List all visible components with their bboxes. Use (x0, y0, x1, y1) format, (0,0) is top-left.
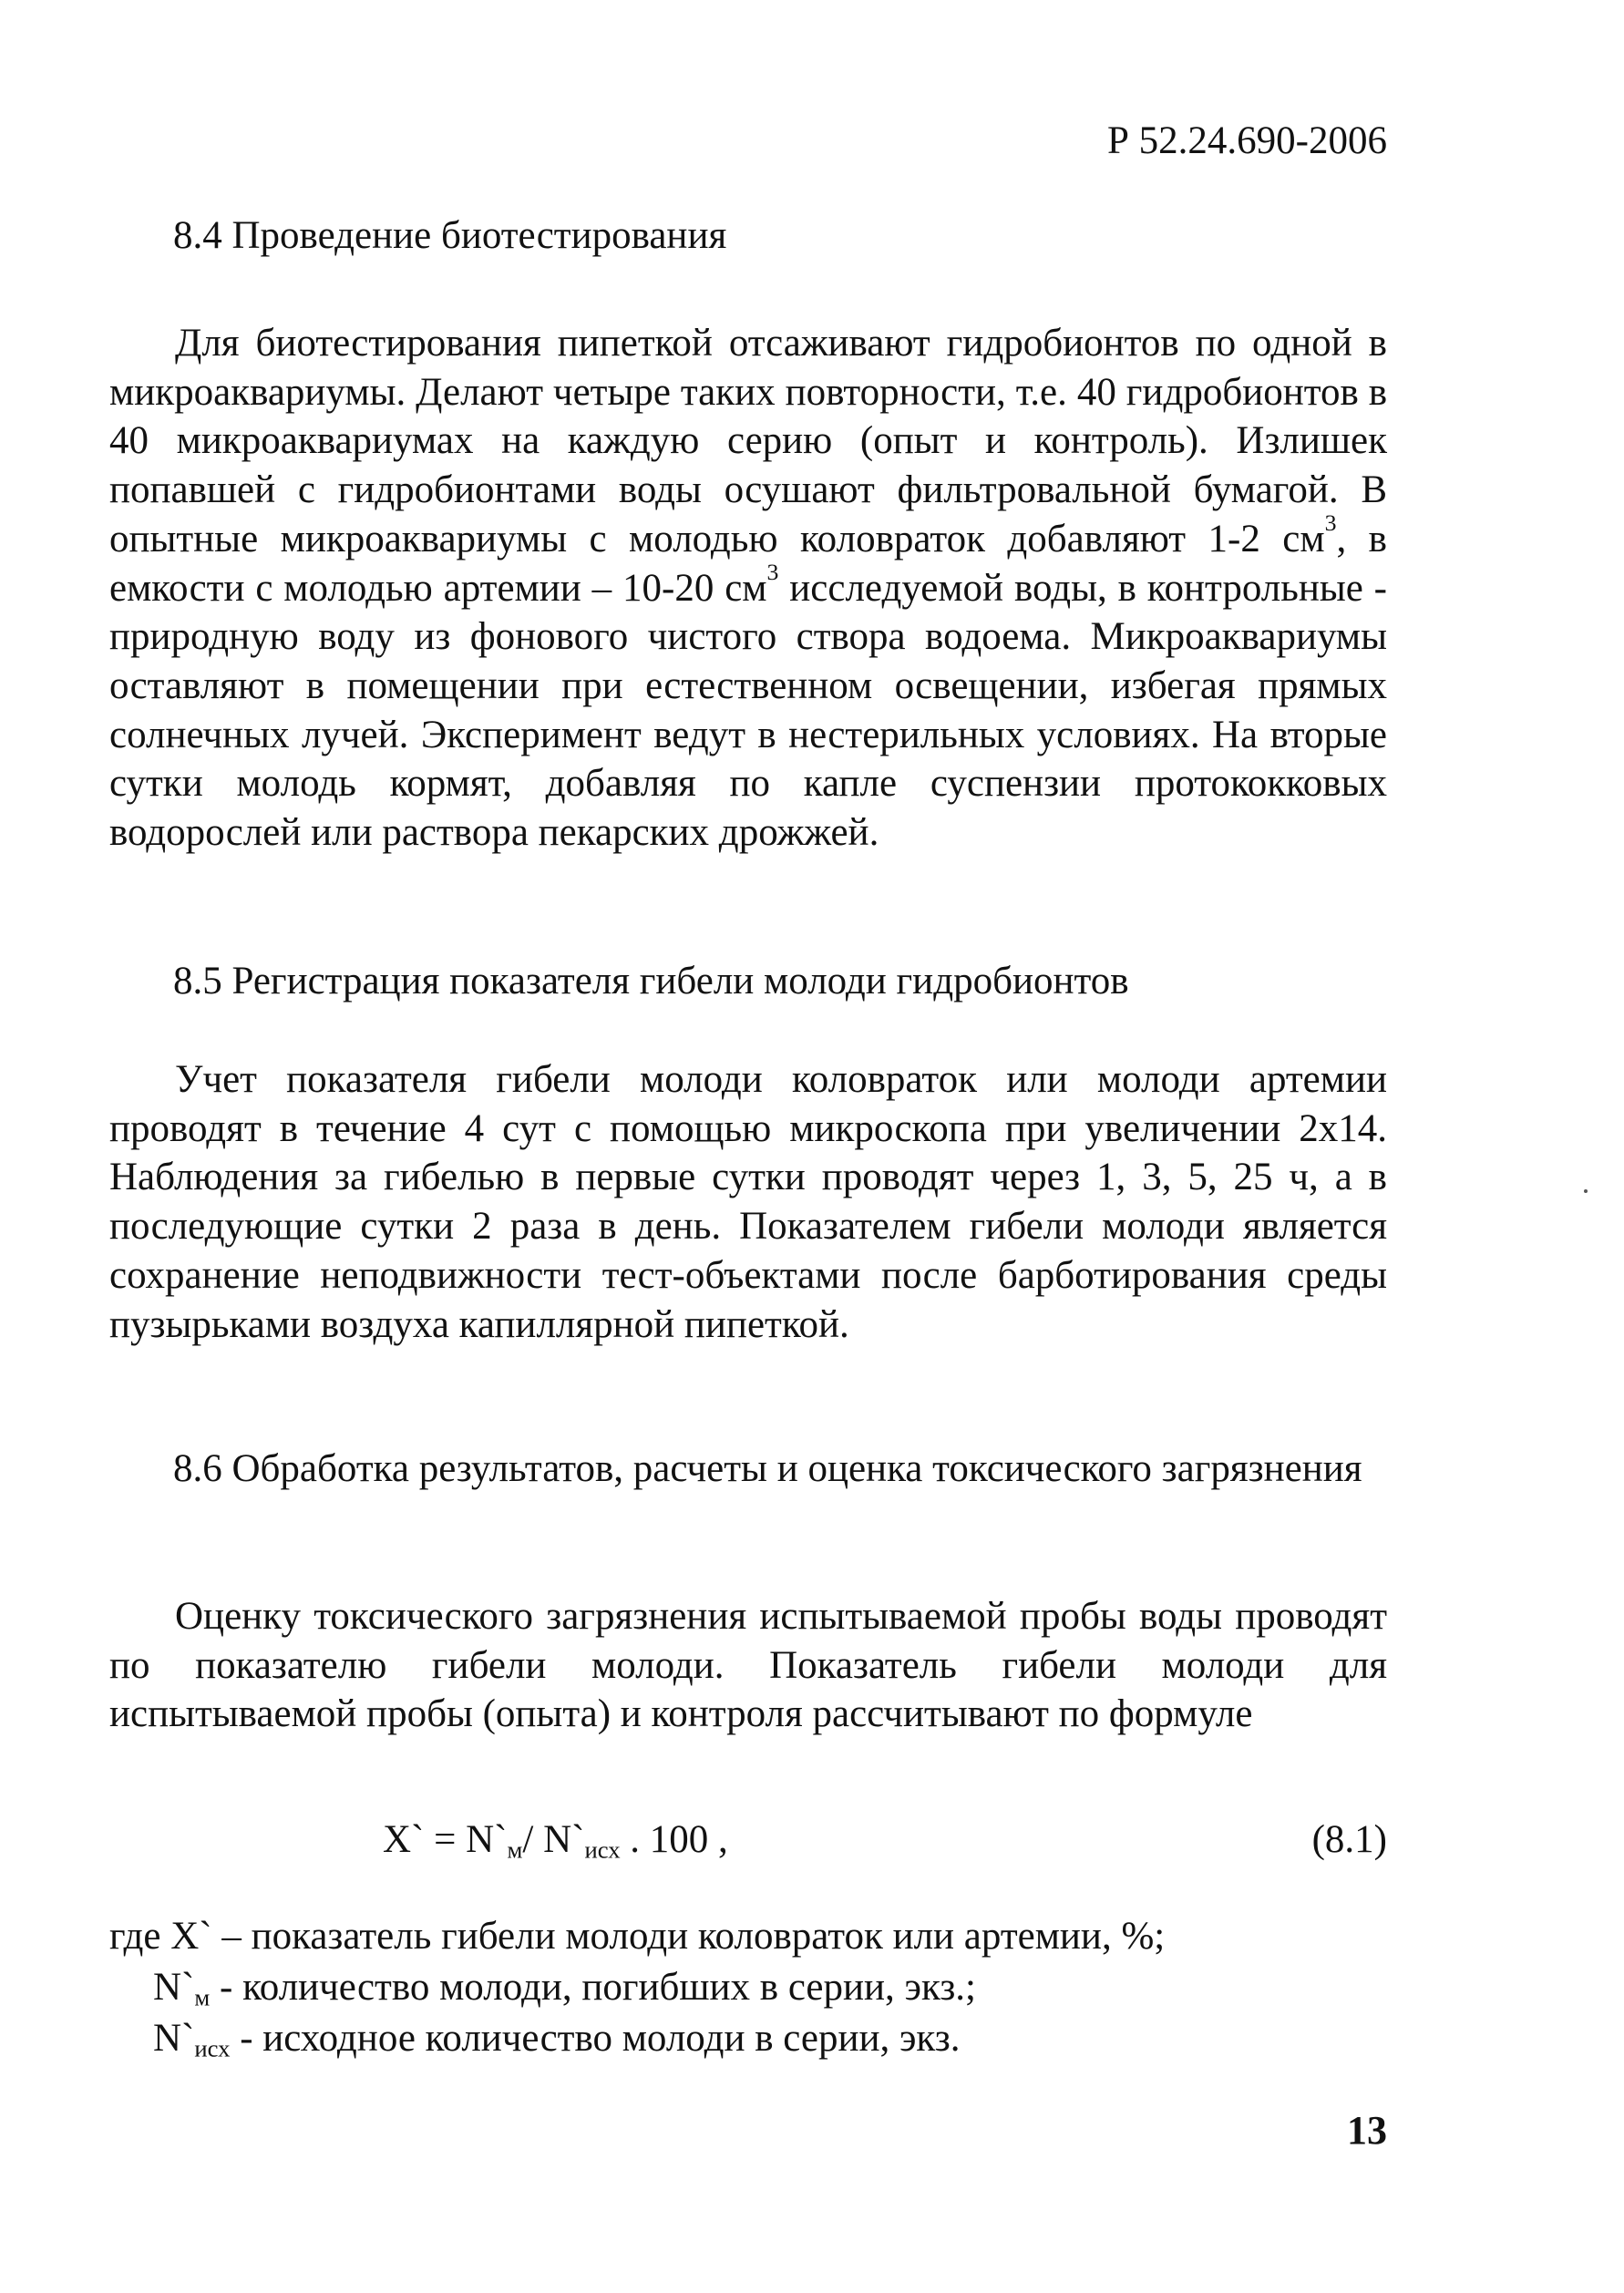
legend-text: - исходное количество молоди в серии, экз. (230, 2017, 961, 2060)
formula-divisor: / N` (522, 1818, 585, 1861)
section-8-4-heading: 8.4 Проведение биотестирования (173, 214, 727, 257)
formula-8-1 (383, 1817, 728, 1862)
formula-lhs: X` = N` (383, 1818, 508, 1861)
legend-subscript: м (194, 1983, 211, 2011)
legend-text: - количество молоди, погибших в серии, экз.; (210, 1966, 976, 2009)
section-8-5-heading: 8.5 Регистрация показателя гибели молоди гидробионтов (173, 960, 1129, 1003)
superscript-cube: 3 (766, 558, 779, 585)
document-code: Р 52.24.690-2006 (1107, 119, 1387, 162)
scan-speck (1584, 1189, 1588, 1193)
section-8-6-paragraph: Оценку токсического загрязнения испытываемой пробы воды проводят по показателю гибели молоди. Показатель гибели молоди для испытываемой пробы (опыта) и контроля рассчитывают по формуле (109, 1595, 1387, 1736)
formula-subscript-m: м (507, 1835, 523, 1864)
formula-subscript-isx: исх (584, 1835, 621, 1864)
paragraph-text-part-2: , в емкости с молодью артемии – 10-20 см (109, 517, 1387, 610)
legend-symbol: N` (153, 2017, 195, 2060)
formula-tail: . 100 , (620, 1818, 728, 1861)
section-8-5-paragraph: Учет показателя гибели молоди коловраток или молоди артемии проводят в течение 4 сут с помощью микроскопа при увеличении 2х14. Наблюдения за гибелью в первые сутки проводят через 1, 3, 5, 25 ч, а в последующие сутки 2 раза в день. Показателем гибели молоди является сохранение неподвижности тест-объектами после барботирования среды пузырьками воздуха капиллярной пипеткой. (109, 1058, 1387, 1346)
paragraph-text-part-3: исследуемой воды, в контрольные - природную воду из фонового чистого створа водоема. Микроаквариумы оставляют в помещении при естественном освещении, избегая прямых солнечных лучей. Эксперимент ведут в нестерильных условиях. На вторые сутки молодь кормят, добавляя по капле суспензии протококковых водорослей или раствора пекарских дрожжей. (109, 566, 1387, 855)
formula-number: (8.1) (1311, 1818, 1387, 1861)
legend-line-x: где X` – показатель гибели молоди коловраток или артемии, %; (109, 1915, 1166, 1958)
paragraph-text-part-1: Для биотестирования пипеткой отсаживают гидробионтов по одной в микроаквариумы. Делают четыре таких повторности, т.е. 40 гидробионтов в 40 микроаквариумах на каждую серию (опыт и контроль). Излишек попавшей с гидробионтами воды осушают фильтровальной бумагой. В опытные микроаквариумы с молодью коловраток добавляют 1-2 см (109, 322, 1387, 560)
legend-line-nisx (153, 2016, 961, 2061)
section-8-4-paragraph (109, 319, 1387, 858)
superscript-cube: 3 (1324, 509, 1337, 536)
page-number: 13 (1347, 2108, 1387, 2153)
legend-subscript: исх (194, 2034, 231, 2062)
legend-line-nm (153, 1965, 976, 2010)
section-8-6-heading: 8.6 Обработка результатов, расчеты и оценка токсического загрязнения (173, 1447, 1362, 1490)
legend-symbol: N` (153, 1966, 195, 2009)
